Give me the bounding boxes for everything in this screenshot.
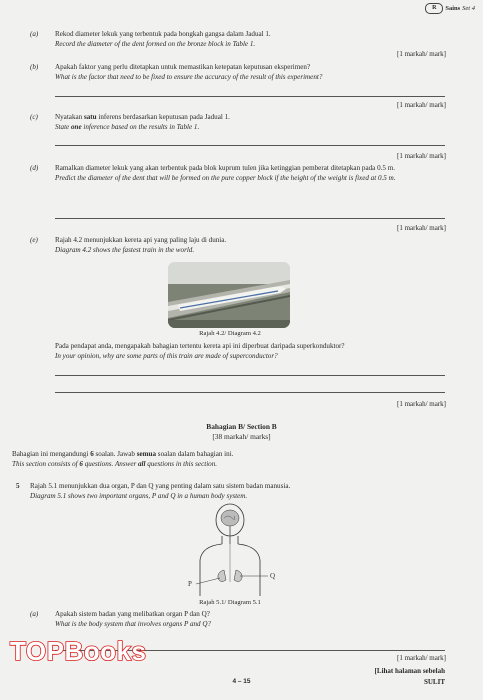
section-marks: [38 markah/ marks] <box>212 432 271 441</box>
question-text-ms: Rajah 5.1 menunjukkan dua organ, P dan Q yang penting dalam satu sistem badan manusia. <box>30 482 291 490</box>
emphasis: 6 <box>90 450 94 458</box>
emphasis: 6 <box>79 459 83 468</box>
page-number: 4 – 15 <box>232 678 251 685</box>
text-segment: inferens berdasarkan keputusan pada Jadual 1. <box>96 113 230 121</box>
section-title: Bahagian B/ Section B <box>206 422 277 431</box>
question-text-en: What is the factor that need to be fixed to ensure the accuracy of the result of this experiment? <box>55 72 323 81</box>
mark-allocation: [1 markah/ mark] <box>397 101 446 109</box>
text-segment: soalan. Jawab <box>93 450 137 458</box>
next-page-note: [Lihat halaman sebelah <box>374 667 445 675</box>
text-segment: This section consists of <box>12 459 80 468</box>
question-text-ms: Apakah sistem badan yang melibatkan organ P dan Q? <box>55 610 210 618</box>
question-text-ms <box>55 113 446 123</box>
question-text-ms: Ramalkan diameter lekuk yang akan terbentuk pada blok kuprum tulen jika ketinggian pemberat ditetapkan pada 0.5 m. <box>55 164 395 172</box>
answer-line[interactable] <box>55 392 445 393</box>
mark-allocation: [1 markah/ mark] <box>397 152 446 160</box>
train-photo <box>168 262 290 328</box>
label-p: P <box>188 580 192 588</box>
question-text-en: Record the diameter of the dent formed on the bronze block in Table 1. <box>55 39 256 48</box>
label-q: Q <box>270 572 276 580</box>
emphasis: satu <box>83 113 97 121</box>
answer-line[interactable] <box>55 96 445 97</box>
emphasis: all <box>138 459 146 468</box>
instruction-en <box>12 460 452 470</box>
question-text-en <box>55 123 446 133</box>
text-segment: questions in this section. <box>145 459 218 468</box>
figure-caption: Rajah 5.1/ Diagram 5.1 <box>199 599 261 606</box>
text-segment: questions. Answer <box>82 459 138 468</box>
header-subject: Sains <box>445 5 461 12</box>
question-label: (b) <box>30 63 39 71</box>
figure-caption: Rajah 4.2/ Diagram 4.2 <box>199 330 261 337</box>
emphasis: semua <box>136 450 157 458</box>
answer-line[interactable] <box>55 218 445 219</box>
question-text-en: Diagram 5.1 shows two important organs, P and Q in a human body system. <box>30 491 248 500</box>
sulit-label: SULIT <box>423 678 445 686</box>
mark-allocation: [1 markah/ mark] <box>397 50 446 58</box>
instruction-ms <box>12 450 452 460</box>
question-label: (a) <box>30 30 39 38</box>
answer-line[interactable] <box>55 375 445 376</box>
question-number: 5 <box>16 482 20 490</box>
publisher-logo: R <box>425 3 443 14</box>
emphasis: one <box>70 122 82 131</box>
header-set: Set 4 <box>462 5 475 12</box>
mark-allocation: [1 markah/ mark] <box>397 400 446 408</box>
question-text-en: What is the body system that involves organs P and Q? <box>55 619 212 628</box>
question-text-en: Predict the diameter of the dent that will be formed on the pure copper block if the height of the weight is fixed at 0.5 m. <box>55 173 396 182</box>
question-text-ms: Apakah faktor yang perlu ditetapkan untuk memastikan ketepatan keputusan eksperimen? <box>55 63 311 71</box>
question-text-ms: Rajah 4.2 menunjukkan kereta api yang paling laju di dunia. <box>55 236 227 244</box>
text-segment: Nyatakan <box>55 113 84 121</box>
question-label: (e) <box>30 236 38 244</box>
question-text-en: Diagram 4.2 shows the fastest train in the world. <box>55 245 195 254</box>
mark-allocation: [1 markah/ mark] <box>397 224 446 232</box>
text-segment: inference based on the results in Table 1. <box>81 122 200 131</box>
section-instructions <box>12 450 452 470</box>
topbooks-logo-text: TOPBooks <box>10 636 147 666</box>
text-segment: Bahagian ini mengandungi <box>12 450 91 458</box>
answer-line[interactable] <box>55 145 445 146</box>
question-text-ms: Pada pendapat anda, mengapakah bahagian tertentu kereta api ini diperbuat daripada superkonduktor? <box>55 342 345 350</box>
question-text-ms: Rekod diameter lekuk yang terbentuk pada bongkah gangsa dalam Jadual 1. <box>55 30 271 38</box>
text-segment: State <box>55 122 71 131</box>
mark-allocation: [1 markah/ mark] <box>397 654 446 662</box>
question-label: (c) <box>30 113 38 121</box>
text-segment: soalan dalam bahagian ini. <box>156 450 234 458</box>
question-text-en: In your opinion, why are some parts of this train are made of superconductor? <box>55 351 278 360</box>
question-label: (d) <box>30 164 39 172</box>
question-label: (a) <box>30 610 39 618</box>
human-body-diagram <box>172 502 292 596</box>
page-header <box>425 3 475 14</box>
